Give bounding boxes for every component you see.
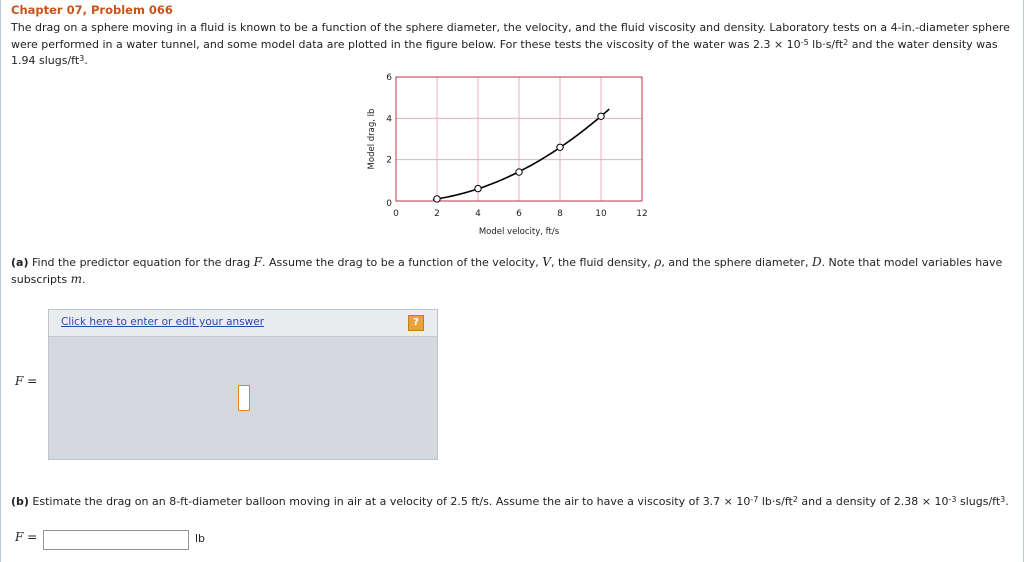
x-tick-label: 6 [516,209,522,219]
data-point [475,185,481,191]
problem-title: Chapter 07, Problem 066 [11,3,173,17]
part-a-question: (a) Find the predictor equation for the drag F. Assume the drag to be a function of the velocity, V, the fluid density, ρ, and the sphere diameter, D. Note that model variables have subscripts m. [11,255,1003,286]
y-tick-label: 6 [386,73,392,83]
y-tick-label: 2 [386,155,392,166]
x-tick-label: 2 [434,209,440,219]
y-axis-label: Model drag, lb [367,108,377,170]
part-b-question: (b) Estimate the drag on an 8-ft-diameter balloon moving in air at a velocity of 2.5 ft/s. Assume the air to have a viscosity of $3.7 \times 10^{-7}$ $lb\cdot s/ft^2$ and a density of $2.38 \times 10^{-3}$ slugs/$ft^3$. [11,495,1009,508]
answer-b-unit: lb [195,532,206,545]
data-point [598,113,604,119]
data-point [557,144,563,150]
x-tick-label: 0 [393,209,399,219]
y-tick-label: 4 [386,114,392,125]
x-tick-label: 10 [595,209,607,219]
equation-placeholder[interactable] [238,385,250,411]
chart-frame [396,77,642,201]
help-icon[interactable]: ? [408,315,424,331]
answer-a-toolbar [49,310,437,337]
x-axis-label: Model velocity, ft/s [478,227,560,237]
left-border [0,0,1,562]
x-tick-label: 12 [636,209,648,219]
answer-a-box[interactable] [48,309,438,460]
x-tick-label: 4 [475,209,481,219]
fit-curve [433,109,609,199]
y-tick-label: 0 [386,199,392,209]
x-tick-label: 8 [557,209,563,219]
answer-b-input[interactable] [43,530,189,550]
data-point [516,169,522,175]
answer-b-label: F = [15,530,38,544]
answer-a-label: F = [15,374,38,388]
edit-answer-link[interactable]: Click here to enter or edit your answer [61,316,265,328]
problem-statement: The drag on a sphere moving in a fluid is known to be a function of the sphere diameter, the velocity, and the fluid viscosity and density. Laboratory tests on a 4-in.-diameter sphere were performed in a water tunnel, and some model data are plotted in the figure below. For these tests the viscosity of the water was $2.3 \times 10^{-5}$ $lb\cdot s/ft^2$ and the water density was 1.94 slugs/$ft^3$. [11,21,1010,67]
data-point [434,196,440,202]
